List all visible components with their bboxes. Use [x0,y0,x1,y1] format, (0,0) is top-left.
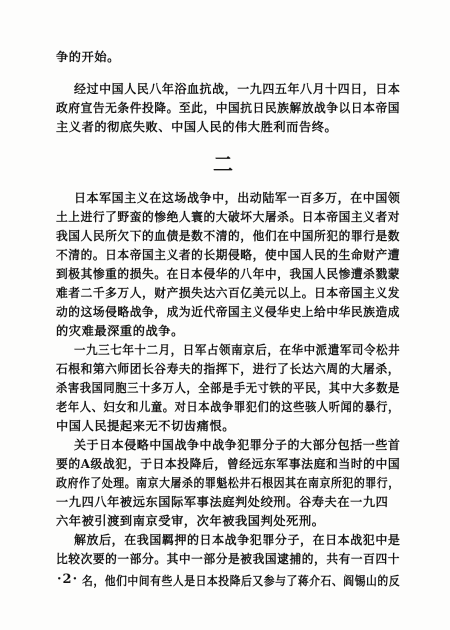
text-line: 经过中国人民八年浴血抗战，一九四五年八月十四日，日本 [74,82,401,96]
text-line: 的灾难最深重的战争。 [56,324,184,338]
text-line: 不清的。日本帝国主义者的长期侵略，使中国人民的生命财产遭 [56,248,401,262]
text-line: 老年人、妇女和儿童。对日本战争罪犯们的这些骇人听闻的暴行， [56,400,400,414]
text-line: 政府作了处理。南京大屠杀的罪魁松井石根因其在南京所犯的罪行， [56,476,400,490]
section-heading: 二 [213,152,237,176]
text-line: 土上进行了野蛮的惨绝人寰的大破坏大屠杀。日本帝国主义者对 [56,210,401,224]
text-line: 关于日本侵略中国战争中战争犯罪分子的大部分包括一些首 [74,438,401,452]
text-line: 主义者的彻底失败、中国人民的伟大胜利而告终。 [56,120,338,134]
text-line: 石根和第六师团长谷寿夫的指挥下，进行了长达六周的大屠杀， [56,362,401,376]
text-line: 到极其惨重的损失。在日本侵华的八年中，我国人民惨遭杀戮蒙 [56,267,401,281]
text-line: 杀害我国同胞三十多万人，全部是手无寸铁的平民，其中大多数是 [56,381,400,395]
page-number: ·2· [57,572,79,587]
text-line: 解放后，在我国羁押的日本战争犯罪分子，在日本战犯中是 [74,533,401,547]
text-line: 争的开始。 [56,50,120,64]
text-line: 动的这场侵略战争，成为近代帝国主义侵华史上给中华民族造成 [56,305,401,319]
text-line: 中国人民提起来无不切齿痛恨。 [56,419,236,433]
text-line: 政府宣告无条件投降。至此，中国抗日民族解放战争以日本帝国 [56,101,401,115]
text-line: 要的A级战犯，于日本投降后，曾经远东军事法庭和当时的中国 [56,457,401,471]
text-line: 比较次要的一部分。其中一部分是被我国逮捕的，共有一百四十 [56,552,401,566]
text-line: 我国人民所欠下的血债是数不清的，他们在中国所犯的罪行是数 [56,229,401,243]
text-line: 名，他们中间有些人是日本投降后又参与了蒋介石、阎锡山的反 [82,574,401,588]
text-line: 一九四八年被远东国际军事法庭判处绞刑。谷寿夫在一九四 [56,495,389,509]
text-line: 六年被引渡到南京受审，次年被我国判处死刑。 [56,514,325,528]
text-line: 一九三七年十二月，日军占领南京后，在华中派遣军司令松井 [74,343,401,357]
text-line: 难者二千多万人，财产损失达六百亿美元以上。日本帝国主义发 [56,286,401,300]
text-line: 日本军国主义在这场战争中，出动陆军一百多万，在中国领 [74,191,401,205]
